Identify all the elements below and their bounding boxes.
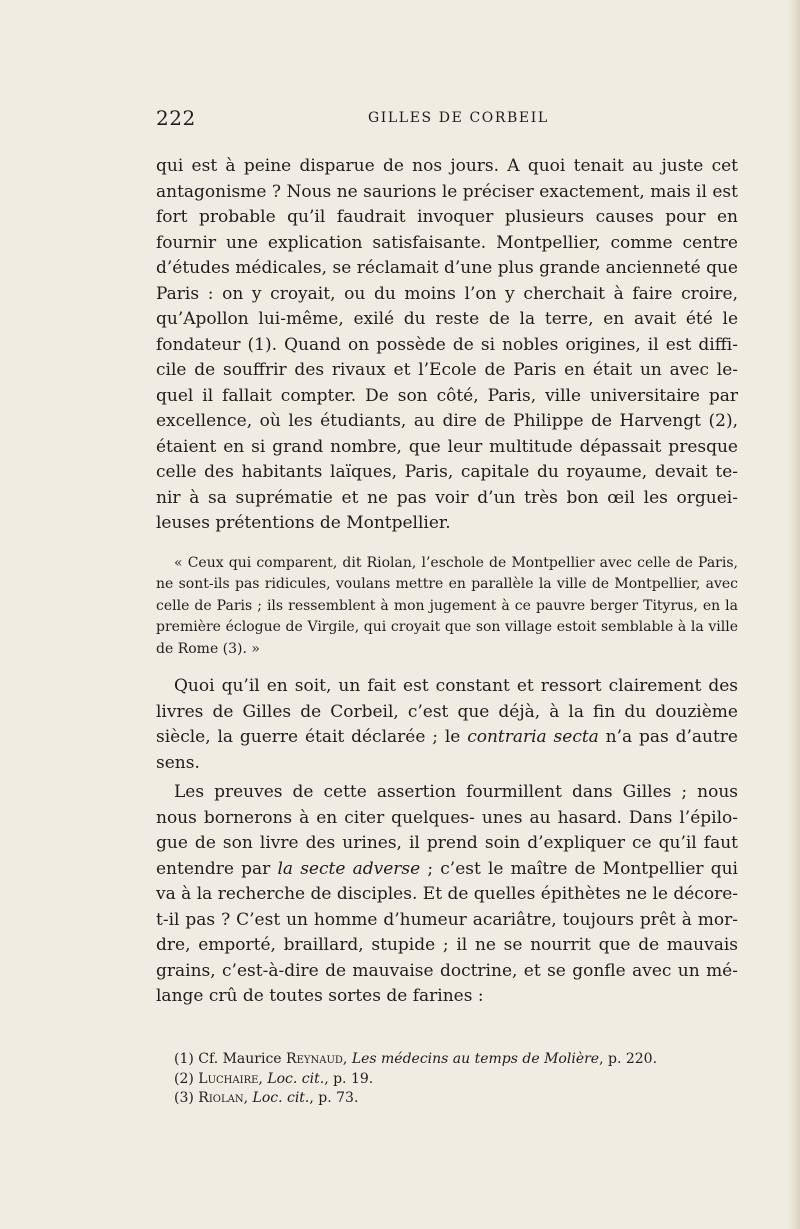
footnote-title: Loc. cit.: [267, 1070, 325, 1087]
footnote-suffix: , p. 220.: [599, 1051, 658, 1067]
body-text: [156, 154, 738, 1010]
page-edge-shadow: [788, 0, 800, 1229]
footnote-separator: ,: [258, 1070, 268, 1087]
footnote-author: Reynaud: [286, 1051, 343, 1067]
footnote-2: [174, 1070, 734, 1090]
footnote-number: (3): [174, 1090, 194, 1106]
page-header: [156, 104, 738, 134]
running-title: GILLES DE CORBEIL: [368, 110, 549, 126]
page-number: 222: [156, 106, 196, 130]
footnote-1: [174, 1050, 734, 1070]
footnote-title: Loc. cit.: [252, 1090, 310, 1106]
footnote-3: [174, 1089, 734, 1109]
paragraph-3: [156, 780, 738, 1010]
footnote-suffix: , p. 73.: [309, 1090, 359, 1106]
paragraph-2-italic-term: contraria secta: [467, 727, 599, 747]
paragraph-2: [156, 674, 738, 776]
paragraph-3-text-after: ; c’est le maître de Montpellier qui va à la recherche de disciples. Et de quelles épithètes ne le décore-t-il pas ? C’est un homme d’humeur acariâtre, toujours prêt à mor-dre, emporté, braillard, stupide ; il ne se nourrit que de mauvais grains, c’est-à-dire de mauvaise doctrine, et se gonfle avec un mé-lange crû de toutes sortes de farines :: [156, 858, 738, 1006]
footnote-separator: ,: [342, 1051, 352, 1067]
footnote-separator: ,: [243, 1090, 253, 1106]
paragraph-2-text-before: Quoi qu’il en soit, un fait est constant et ressort clairement des livres de Gilles de Corbeil, c’est que déjà, à la fin du douzième siècle, la guerre était déclarée ; le: [156, 676, 738, 747]
riolan-quote: « Ceux qui comparent, dit Riolan, l’eschole de Montpellier avec celle de Paris, ne sont-ils pas ridicules, voulans mettre en parallèle la ville de Montpellier, avec celle de Paris ; ils ressemblent à mon jugement à ce pauvre berger Tityrus, en la première éclogue de Virgile, qui croyait que son village estoit semblable à la ville de Rome (3). »: [156, 554, 738, 657]
footnote-number: (2): [174, 1070, 194, 1087]
footnote-prefix: Cf. Maurice: [198, 1051, 287, 1067]
footnote-number: (1): [174, 1051, 194, 1067]
footnote-author: Luchaire: [198, 1070, 259, 1087]
paragraph-1: qui est à peine disparue de nos jours. A quoi tenait au juste cet antagonisme ? Nous ne saurions le préciser exactement, mais il est fort probable qu’il faudrait invoquer plusieurs causes pour en fournir une explication satisfaisante. Montpellier, comme centre d’études médicales, se réclamait d’une plus grande ancienneté que Paris : on y croyait, ou du moins l’on y cherchait à faire croire, qu’Apollon lui-même, exilé du reste de la terre, en avait été le fondateur (1). Quand on possède de si nobles origines, il est diffi-cile de souffrir des rivaux et l’Ecole de Paris en était un avec le-quel il fallait compter. De son côté, Paris, ville universitaire par excellence, où les étudiants, au dire de Philippe de Harvengt (2), étaient en si grand nombre, que leur multitude dépassait presque celle des habitants laïques, Paris, capitale du royaume, devait te-nir à sa suprématie et ne pas voir d’un très bon œil les orguei-leuses prétentions de Montpellier.: [156, 156, 738, 533]
footnotes: [174, 1050, 734, 1109]
footnote-suffix: , p. 19.: [324, 1070, 374, 1087]
paragraph-3-italic-term: la secte adverse: [277, 858, 421, 879]
footnote-title: Les médecins au temps de Molière: [351, 1051, 600, 1067]
paragraph-2-text-after: n’a pas d’autre sens.: [156, 727, 738, 773]
footnote-author: Riolan: [198, 1090, 244, 1106]
paragraph-3-text-before: Les preuves de cette assertion fourmillent dans Gilles ; nous nous bornerons à en citer quelques- unes au hasard. Dans l’épilo-gue de son livre des urines, il prend soin d’expliquer ce qu’il faut entendre par: [156, 782, 738, 879]
